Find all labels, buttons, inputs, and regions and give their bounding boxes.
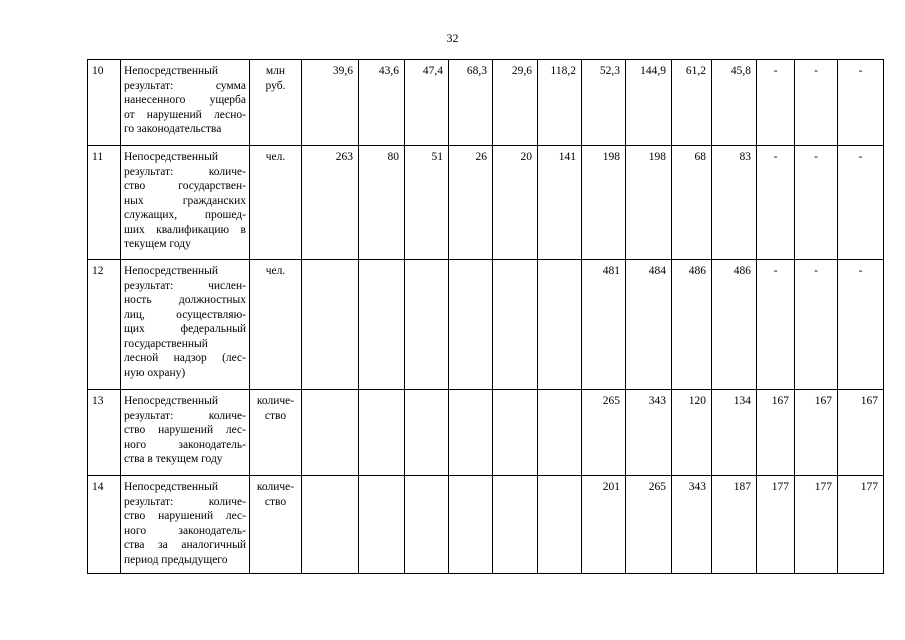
value-cell: 134 xyxy=(712,390,757,476)
value-cell: 52,3 xyxy=(582,60,626,146)
value-cell: 120 xyxy=(672,390,712,476)
value-cell: 343 xyxy=(672,476,712,574)
row-index: 11 xyxy=(88,146,121,260)
description-line: результат: сумма xyxy=(124,79,246,92)
page-number: 32 xyxy=(446,31,459,45)
value-cell: 45,8 xyxy=(712,60,757,146)
value-cell xyxy=(493,390,538,476)
value-cell xyxy=(302,390,359,476)
description-line: ного законодатель- xyxy=(124,438,246,451)
description-line: ства в текущем году xyxy=(124,453,223,465)
description-line: период предыдущего xyxy=(124,553,228,566)
value-cell: 177 xyxy=(795,476,838,574)
value-cell xyxy=(493,260,538,390)
value-cell xyxy=(449,260,493,390)
value-cell: 486 xyxy=(672,260,712,390)
value-cell: - xyxy=(838,146,884,260)
value-cell: - xyxy=(757,260,795,390)
row-index: 12 xyxy=(88,260,121,390)
description-line: текущем году xyxy=(124,238,191,250)
description-line: ство нарушений лес- xyxy=(124,424,246,436)
table-row xyxy=(88,476,884,574)
value-cell: 80 xyxy=(359,146,405,260)
value-cell xyxy=(359,390,405,476)
value-cell: 177 xyxy=(838,476,884,574)
value-cell: 265 xyxy=(626,476,672,574)
value-cell: 68 xyxy=(672,146,712,260)
table-row xyxy=(88,146,884,260)
value-cell: - xyxy=(795,146,838,260)
value-cell xyxy=(538,390,582,476)
value-cell xyxy=(405,390,449,476)
row-index: 13 xyxy=(88,390,121,476)
description-line: лиц, осуществляю- xyxy=(124,308,246,321)
data-table xyxy=(87,59,884,574)
description-line: нанесенного ущерба xyxy=(124,94,246,106)
indicator-description xyxy=(121,146,250,260)
value-cell xyxy=(449,390,493,476)
description-line: ную охрану) xyxy=(124,366,186,379)
value-cell xyxy=(302,476,359,574)
value-cell: - xyxy=(838,260,884,390)
description-line: результат: числен- xyxy=(124,279,246,292)
description-line: государственный xyxy=(124,337,208,350)
value-cell: 29,6 xyxy=(493,60,538,146)
unit-line: ство xyxy=(264,409,287,422)
description-line: го законодательства xyxy=(124,123,222,135)
description-line: Непосредственный xyxy=(124,65,219,77)
unit-line: чел. xyxy=(265,265,286,277)
table-row xyxy=(88,260,884,390)
value-cell: 343 xyxy=(626,390,672,476)
value-cell xyxy=(359,260,405,390)
value-cell: 198 xyxy=(582,146,626,260)
value-cell: 484 xyxy=(626,260,672,390)
value-cell xyxy=(493,476,538,574)
value-cell: 177 xyxy=(757,476,795,574)
unit-line: ство xyxy=(264,495,287,508)
unit-of-measure xyxy=(250,260,302,390)
unit-line: чел. xyxy=(265,151,286,163)
value-cell: 167 xyxy=(757,390,795,476)
value-cell: 167 xyxy=(795,390,838,476)
value-cell: 198 xyxy=(626,146,672,260)
unit-of-measure xyxy=(250,60,302,146)
value-cell: 51 xyxy=(405,146,449,260)
value-cell: - xyxy=(757,146,795,260)
description-line: Непосредственный xyxy=(124,265,219,277)
value-cell xyxy=(405,260,449,390)
value-cell: 201 xyxy=(582,476,626,574)
value-cell: 43,6 xyxy=(359,60,405,146)
unit-line: количе- xyxy=(256,481,295,493)
unit-of-measure xyxy=(250,476,302,574)
indicator-description xyxy=(121,260,250,390)
description-line: ства за аналогичный xyxy=(124,539,246,551)
value-cell: 68,3 xyxy=(449,60,493,146)
value-cell xyxy=(302,260,359,390)
value-cell xyxy=(405,476,449,574)
unit-of-measure xyxy=(250,146,302,260)
indicator-description xyxy=(121,476,250,574)
value-cell: 20 xyxy=(493,146,538,260)
value-cell xyxy=(359,476,405,574)
description-line: ного законодатель- xyxy=(124,524,246,537)
row-index: 10 xyxy=(88,60,121,146)
value-cell xyxy=(538,260,582,390)
unit-of-measure xyxy=(250,390,302,476)
unit-line: руб. xyxy=(265,79,286,92)
description-line: служащих, прошед- xyxy=(124,209,246,221)
value-cell: - xyxy=(838,60,884,146)
value-cell: 141 xyxy=(538,146,582,260)
value-cell: 481 xyxy=(582,260,626,390)
description-line: ных гражданских xyxy=(124,194,246,207)
description-line: от нарушений лесно- xyxy=(124,108,246,121)
value-cell: 61,2 xyxy=(672,60,712,146)
table-row xyxy=(88,60,884,146)
description-line: лесной надзор (лес- xyxy=(124,352,246,364)
value-cell: 263 xyxy=(302,146,359,260)
description-line: Непосредственный xyxy=(124,151,219,163)
value-cell: - xyxy=(757,60,795,146)
value-cell: - xyxy=(795,60,838,146)
value-cell: 118,2 xyxy=(538,60,582,146)
value-cell: 167 xyxy=(838,390,884,476)
unit-line: количе- xyxy=(256,395,295,407)
table-row xyxy=(88,390,884,476)
indicator-description xyxy=(121,390,250,476)
value-cell: 83 xyxy=(712,146,757,260)
value-cell: 486 xyxy=(712,260,757,390)
value-cell: 265 xyxy=(582,390,626,476)
description-line: результат: количе- xyxy=(124,495,246,508)
indicator-description xyxy=(121,60,250,146)
description-line: Непосредственный xyxy=(124,481,219,493)
description-line: ство нарушений лес- xyxy=(124,510,246,522)
unit-line: млн xyxy=(265,65,286,77)
value-cell: 187 xyxy=(712,476,757,574)
value-cell: 47,4 xyxy=(405,60,449,146)
description-line: ство государствен- xyxy=(124,180,246,192)
value-cell: 144,9 xyxy=(626,60,672,146)
value-cell: - xyxy=(795,260,838,390)
value-cell xyxy=(449,476,493,574)
description-line: результат: количе- xyxy=(124,165,246,178)
value-cell: 26 xyxy=(449,146,493,260)
description-line: щих федеральный xyxy=(124,323,246,335)
row-index: 14 xyxy=(88,476,121,574)
value-cell: 39,6 xyxy=(302,60,359,146)
description-line: ность должностных xyxy=(124,294,246,306)
description-line: Непосредственный xyxy=(124,395,219,407)
description-line: ших квалификацию в xyxy=(124,223,246,236)
value-cell xyxy=(538,476,582,574)
description-line: результат: количе- xyxy=(124,409,246,422)
